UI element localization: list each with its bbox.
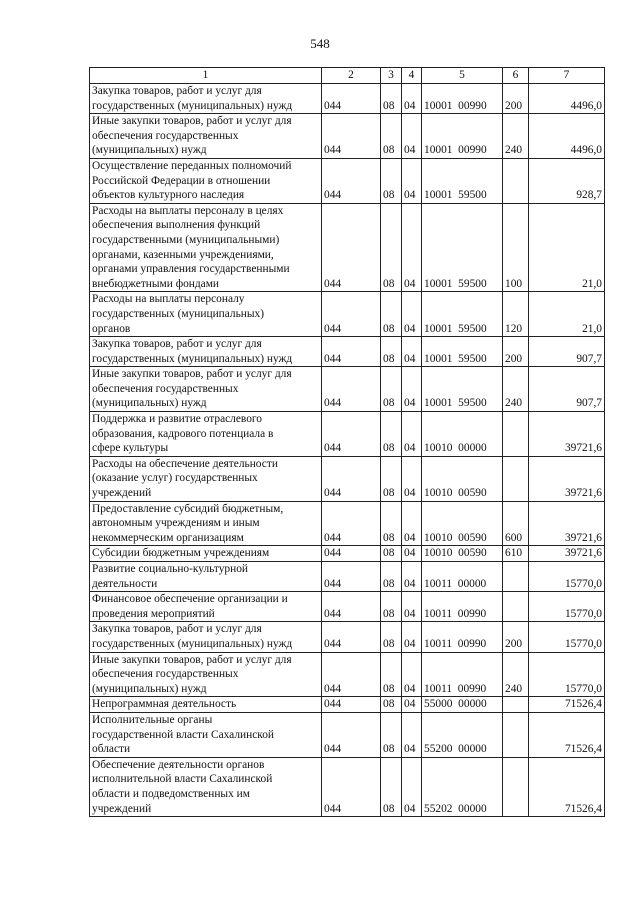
expense-type-cell	[503, 562, 529, 592]
expense-name-line: Закупка товаров, работ и услуг для	[92, 338, 262, 351]
expense-type-cell: 100	[503, 203, 529, 292]
amount-cell: 71526,4	[529, 757, 605, 816]
expense-type-cell: 200	[503, 84, 529, 114]
ministry-code-cell: 044	[322, 562, 381, 592]
amount-cell: 71526,4	[529, 697, 605, 713]
expense-name-cell	[90, 367, 322, 412]
ministry-code-cell: 044	[322, 697, 381, 713]
amount-cell: 907,7	[529, 367, 605, 412]
expense-name-cell	[90, 337, 322, 367]
expense-name-cell	[90, 592, 322, 622]
section-code-cell: 08	[381, 84, 402, 114]
expense-name-line: Российской Федерации в отношении	[92, 174, 271, 187]
expense-name-cell	[90, 622, 322, 652]
subsection-code-cell: 04	[402, 337, 422, 367]
subsection-code-cell: 04	[402, 292, 422, 337]
amount-cell: 15770,0	[529, 562, 605, 592]
subsection-code-cell: 04	[402, 757, 422, 816]
table-row	[90, 697, 605, 713]
section-code-cell: 08	[381, 203, 402, 292]
expense-name-cell	[90, 456, 322, 501]
expense-name-line: государственными (муниципальными)	[92, 233, 280, 246]
table-row	[90, 456, 605, 501]
amount-cell: 21,0	[529, 292, 605, 337]
amount-cell: 39721,6	[529, 456, 605, 501]
amount-cell: 4496,0	[529, 84, 605, 114]
table-row	[90, 501, 605, 546]
expense-type-cell: 600	[503, 501, 529, 546]
expense-name-line: некоммерческим организациям	[92, 531, 244, 544]
subsection-code-cell: 04	[402, 712, 422, 757]
subsection-code-cell: 04	[402, 456, 422, 501]
expense-name-cell	[90, 114, 322, 159]
expense-name-line: деятельности	[92, 577, 158, 590]
table-row	[90, 292, 605, 337]
subsection-code-cell: 04	[402, 652, 422, 697]
expense-type-cell: 200	[503, 337, 529, 367]
ministry-code-cell: 044	[322, 622, 381, 652]
expense-name-line: обеспечения государственных	[92, 382, 239, 395]
amount-cell: 71526,4	[529, 712, 605, 757]
subsection-code-cell: 04	[402, 367, 422, 412]
expense-name-cell	[90, 84, 322, 114]
ministry-code-cell: 044	[322, 712, 381, 757]
ministry-code-cell: 044	[322, 84, 381, 114]
expense-type-cell	[503, 697, 529, 713]
expense-name-line: исполнительной власти Сахалинской	[92, 773, 273, 786]
expense-name-line: Осуществление переданных полномочий	[92, 159, 292, 172]
amount-cell: 15770,0	[529, 622, 605, 652]
target-article-cell: 10011 00990	[422, 592, 503, 622]
ministry-code-cell: 044	[322, 412, 381, 457]
table-row	[90, 114, 605, 159]
ministry-code-cell: 044	[322, 546, 381, 562]
expense-name-line: государственных (муниципальных) нужд	[92, 99, 293, 112]
expense-name-cell	[90, 158, 322, 203]
table-row	[90, 412, 605, 457]
budget-table	[89, 67, 605, 817]
subsection-code-cell: 04	[402, 158, 422, 203]
target-article-cell: 10001 00990	[422, 84, 503, 114]
subsection-code-cell: 04	[402, 697, 422, 713]
column-header-6: 6	[503, 68, 529, 84]
expense-name-line: Предоставление субсидий бюджетным,	[92, 502, 284, 515]
target-article-cell: 10011 00990	[422, 652, 503, 697]
expense-name-line: области	[92, 743, 131, 756]
table-row	[90, 592, 605, 622]
expense-type-cell	[503, 712, 529, 757]
target-article-cell: 10001 59500	[422, 158, 503, 203]
table-row	[90, 712, 605, 757]
target-article-cell: 55000 00000	[422, 697, 503, 713]
amount-cell: 39721,6	[529, 501, 605, 546]
expense-name-cell	[90, 697, 322, 713]
column-header-5: 5	[422, 68, 503, 84]
expense-name-cell	[90, 652, 322, 697]
table-row	[90, 84, 605, 114]
expense-name-line: Иные закупки товаров, работ и услуг для	[92, 368, 292, 381]
ministry-code-cell: 044	[322, 367, 381, 412]
ministry-code-cell: 044	[322, 292, 381, 337]
amount-cell: 39721,6	[529, 412, 605, 457]
expense-type-cell: 610	[503, 546, 529, 562]
expense-name-line: внебюджетными фондами	[92, 277, 220, 290]
expense-name-cell	[90, 203, 322, 292]
table-row	[90, 652, 605, 697]
ministry-code-cell: 044	[322, 456, 381, 501]
expense-name-line: Расходы на выплаты персоналу	[92, 293, 245, 306]
amount-cell: 907,7	[529, 337, 605, 367]
target-article-cell: 55202 00000	[422, 757, 503, 816]
expense-name-line: автономным учреждениям и иным	[92, 517, 260, 530]
expense-name-line: Поддержка и развитие отраслевого	[92, 413, 263, 426]
expense-name-line: учреждений	[92, 487, 152, 500]
amount-cell: 15770,0	[529, 592, 605, 622]
expense-name-line: Иные закупки товаров, работ и услуг для	[92, 115, 292, 128]
expense-name-line: Непрограммная деятельность	[92, 698, 237, 711]
table-body	[90, 84, 605, 817]
expense-name-line: (муниципальных) нужд	[92, 397, 207, 410]
section-code-cell: 08	[381, 456, 402, 501]
ministry-code-cell: 044	[322, 203, 381, 292]
subsection-code-cell: 04	[402, 84, 422, 114]
table-row	[90, 337, 605, 367]
expense-name-cell	[90, 546, 322, 562]
expense-type-cell: 200	[503, 622, 529, 652]
table-row	[90, 158, 605, 203]
expense-name-line: обеспечения государственных	[92, 668, 239, 681]
amount-cell: 21,0	[529, 203, 605, 292]
expense-name-line: органами, казенными учреждениями,	[92, 248, 274, 261]
column-header-1: 1	[90, 68, 322, 84]
amount-cell: 928,7	[529, 158, 605, 203]
expense-name-line: (муниципальных) нужд	[92, 682, 207, 695]
expense-name-cell	[90, 712, 322, 757]
table-row	[90, 203, 605, 292]
expense-name-line: государственных (муниципальных) нужд	[92, 352, 293, 365]
expense-type-cell	[503, 456, 529, 501]
table-row	[90, 757, 605, 816]
expense-name-line: Субсидии бюджетным учреждениям	[92, 547, 270, 560]
section-code-cell: 08	[381, 114, 402, 159]
ministry-code-cell: 044	[322, 337, 381, 367]
expense-name-line: Расходы на обеспечение деятельности	[92, 457, 278, 470]
section-code-cell: 08	[381, 562, 402, 592]
section-code-cell: 08	[381, 412, 402, 457]
ministry-code-cell: 044	[322, 114, 381, 159]
table-row	[90, 546, 605, 562]
expense-name-line: государственной власти Сахалинской	[92, 728, 275, 741]
amount-cell: 15770,0	[529, 652, 605, 697]
section-code-cell: 08	[381, 292, 402, 337]
subsection-code-cell: 04	[402, 114, 422, 159]
page-number: 548	[310, 36, 330, 51]
column-header-2: 2	[322, 68, 381, 84]
expense-name-line: Расходы на выплаты персоналу в целях	[92, 204, 284, 217]
expense-name-line: Исполнительные органы	[92, 713, 213, 726]
expense-name-line: (оказание услуг) государственных	[92, 472, 258, 485]
expense-name-line: Иные закупки товаров, работ и услуг для	[92, 653, 292, 666]
expense-type-cell	[503, 757, 529, 816]
expense-name-line: Закупка товаров, работ и услуг для	[92, 623, 262, 636]
expense-name-cell	[90, 412, 322, 457]
ministry-code-cell: 044	[322, 652, 381, 697]
expense-name-line: учреждений	[92, 802, 152, 815]
expense-name-line: Обеспечение деятельности органов	[92, 758, 265, 771]
column-header-3: 3	[381, 68, 402, 84]
section-code-cell: 08	[381, 337, 402, 367]
amount-cell: 4496,0	[529, 114, 605, 159]
target-article-cell: 10001 59500	[422, 337, 503, 367]
expense-name-line: государственных (муниципальных) нужд	[92, 637, 293, 650]
expense-name-line: обеспечения выполнения функций	[92, 219, 261, 232]
target-article-cell: 10001 59500	[422, 203, 503, 292]
expense-name-cell	[90, 292, 322, 337]
column-header-7: 7	[529, 68, 605, 84]
section-code-cell: 08	[381, 158, 402, 203]
expense-name-line: Развитие социально-культурной	[92, 563, 249, 575]
target-article-cell: 10001 00990	[422, 114, 503, 159]
target-article-cell: 55200 00000	[422, 712, 503, 757]
amount-cell: 39721,6	[529, 546, 605, 562]
expense-name-line: Закупка товаров, работ и услуг для	[92, 85, 262, 97]
expense-type-cell: 240	[503, 114, 529, 159]
ministry-code-cell: 044	[322, 757, 381, 816]
table-row	[90, 562, 605, 592]
subsection-code-cell: 04	[402, 412, 422, 457]
expense-name-line: органами управления государственными	[92, 263, 290, 276]
expense-name-line: органов	[92, 322, 131, 335]
target-article-cell: 10001 59500	[422, 292, 503, 337]
expense-name-line: проведения мероприятий	[92, 607, 215, 620]
expense-type-cell: 240	[503, 367, 529, 412]
expense-type-cell	[503, 592, 529, 622]
expense-name-line: образования, кадрового потенциала в	[92, 427, 274, 440]
target-article-cell: 10010 00590	[422, 546, 503, 562]
ministry-code-cell: 044	[322, 592, 381, 622]
expense-name-line: (муниципальных) нужд	[92, 144, 207, 157]
table-row	[90, 622, 605, 652]
section-code-cell: 08	[381, 712, 402, 757]
ministry-code-cell: 044	[322, 158, 381, 203]
expense-name-cell	[90, 562, 322, 592]
target-article-cell: 10010 00590	[422, 501, 503, 546]
expense-type-cell: 240	[503, 652, 529, 697]
expense-type-cell	[503, 412, 529, 457]
expense-type-cell: 120	[503, 292, 529, 337]
section-code-cell: 08	[381, 622, 402, 652]
subsection-code-cell: 04	[402, 501, 422, 546]
expense-name-line: Финансовое обеспечение организации и	[92, 593, 288, 606]
subsection-code-cell: 04	[402, 592, 422, 622]
section-code-cell: 08	[381, 757, 402, 816]
expense-name-line: обеспечения государственных	[92, 129, 239, 142]
subsection-code-cell: 04	[402, 622, 422, 652]
section-code-cell: 08	[381, 501, 402, 546]
ministry-code-cell: 044	[322, 501, 381, 546]
expense-name-cell	[90, 501, 322, 546]
section-code-cell: 08	[381, 367, 402, 412]
subsection-code-cell: 04	[402, 562, 422, 592]
expense-name-line: объектов культурного наследия	[92, 189, 245, 202]
section-code-cell: 08	[381, 697, 402, 713]
subsection-code-cell: 04	[402, 203, 422, 292]
subsection-code-cell: 04	[402, 546, 422, 562]
column-header-4: 4	[402, 68, 422, 84]
expense-type-cell	[503, 158, 529, 203]
expense-name-line: области и подведомственных им	[92, 787, 250, 800]
table-row	[90, 367, 605, 412]
target-article-cell: 10010 00000	[422, 412, 503, 457]
target-article-cell: 10011 00000	[422, 562, 503, 592]
target-article-cell: 10011 00990	[422, 622, 503, 652]
section-code-cell: 08	[381, 546, 402, 562]
expense-name-cell	[90, 757, 322, 816]
header-row	[90, 68, 605, 84]
expense-name-line: сфере культуры	[92, 442, 169, 455]
section-code-cell: 08	[381, 592, 402, 622]
target-article-cell: 10010 00590	[422, 456, 503, 501]
target-article-cell: 10001 59500	[422, 367, 503, 412]
section-code-cell: 08	[381, 652, 402, 697]
expense-name-line: государственных (муниципальных)	[92, 307, 265, 320]
